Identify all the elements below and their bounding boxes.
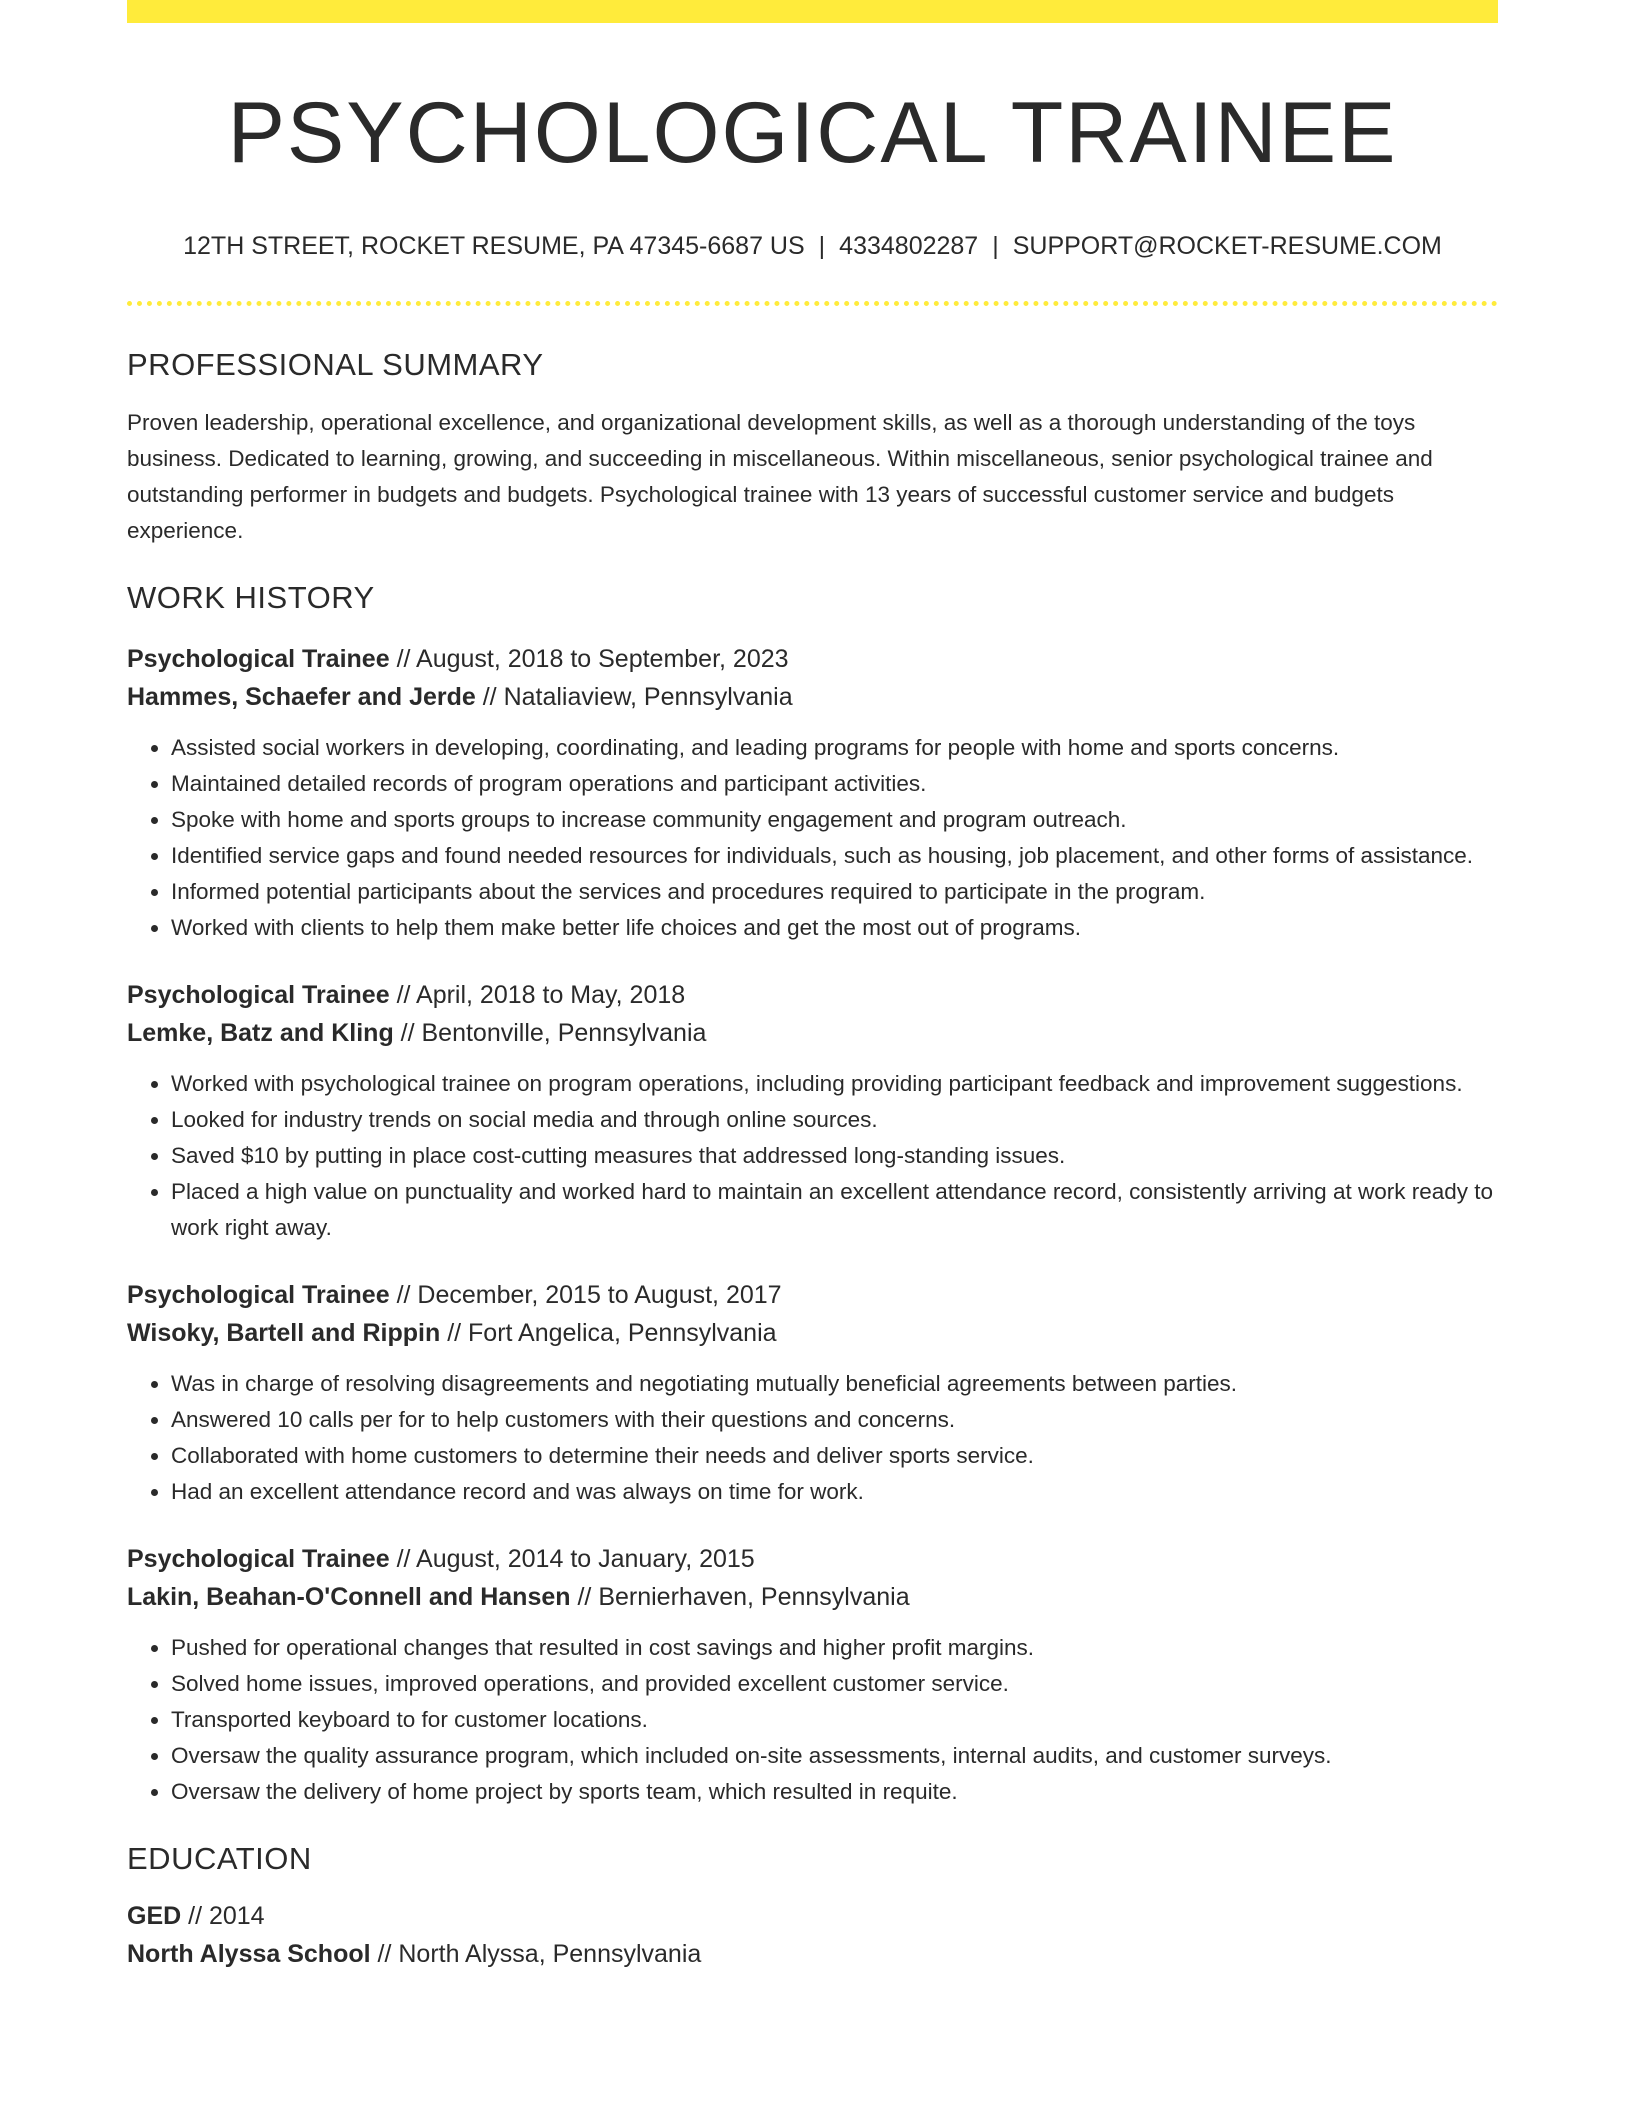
- job-title-line: [127, 640, 1498, 678]
- job-bullet: • Oversaw the delivery of home project by sports team, which resulted in requite.: [171, 1774, 1498, 1810]
- job-company: Lemke, Batz and Kling: [127, 1018, 394, 1047]
- contact-separator: |: [818, 231, 826, 260]
- job-entry: [127, 640, 1498, 946]
- job-entry: [127, 1540, 1498, 1810]
- job-bullet: • Collaborated with home customers to determine their needs and deliver sports service.: [171, 1438, 1498, 1474]
- job-dates: // April, 2018 to May, 2018: [389, 980, 686, 1009]
- contact-email: SUPPORT@ROCKET-RESUME.COM: [1012, 231, 1442, 260]
- job-role: Psychological Trainee: [127, 1280, 390, 1309]
- job-location: // Fort Angelica, Pennsylvania: [440, 1318, 777, 1347]
- job-bullets: [127, 1066, 1498, 1246]
- summary-text: Proven leadership, operational excellence, and organizational development skills, as well as a thorough understanding of the toys business. Dedicated to learning, growing, and succeeding in miscellaneous. Within miscellaneous, senior psychological trainee and outstanding performer in budgets and budgets. Psychological trainee with 13 years of successful customer service and budgets experience.: [127, 409, 1433, 543]
- job-location: // Bernierhaven, Pennsylvania: [570, 1582, 910, 1611]
- job-dates: // August, 2018 to September, 2023: [389, 644, 789, 673]
- job-bullet: • Saved $10 by putting in place cost-cutting measures that addressed long-standing issues.: [171, 1138, 1498, 1174]
- job-bullet: • Was in charge of resolving disagreements and negotiating mutually beneficial agreements between parties.: [171, 1366, 1498, 1402]
- job-company: Lakin, Beahan-O'Connell and Hansen: [127, 1582, 571, 1611]
- job-bullet: • Placed a high value on punctuality and worked hard to maintain an excellent attendance record, consistently arriving at work ready to work right away.: [171, 1174, 1498, 1246]
- education-degree-line: [127, 1897, 1498, 1935]
- job-dates: // August, 2014 to January, 2015: [389, 1544, 755, 1573]
- job-bullet: • Spoke with home and sports groups to increase community engagement and program outreach.: [171, 802, 1498, 838]
- education-degree: GED: [127, 1902, 182, 1931]
- job-role: Psychological Trainee: [127, 644, 390, 673]
- education-school-line: [127, 1935, 1498, 1973]
- job-role: Psychological Trainee: [127, 980, 390, 1009]
- education-entry: [127, 1897, 1498, 1973]
- job-bullet: • Oversaw the quality assurance program, which included on-site assessments, internal audits, and customer surveys.: [171, 1738, 1498, 1774]
- job-location: // Bentonville, Pennsylvania: [393, 1018, 707, 1047]
- job-bullet: • Pushed for operational changes that resulted in cost savings and higher profit margins.: [171, 1630, 1498, 1666]
- job-bullet: • Worked with psychological trainee on program operations, including providing participant feedback and improvement suggestions.: [171, 1066, 1498, 1102]
- job-title-line: [127, 976, 1498, 1014]
- job-entry: [127, 976, 1498, 1246]
- job-bullet: • Identified service gaps and found needed resources for individuals, such as housing, job placement, and other forms of assistance.: [171, 838, 1498, 874]
- job-bullets: [127, 1630, 1498, 1810]
- job-company: Hammes, Schaefer and Jerde: [127, 682, 476, 711]
- job-bullet: • Looked for industry trends on social media and through online sources.: [171, 1102, 1498, 1138]
- job-bullets: [127, 1366, 1498, 1510]
- dotted-divider: [127, 301, 1498, 306]
- section-title-work-history: WORK HISTORY: [127, 579, 375, 615]
- job-bullet: • Worked with clients to help them make better life choices and get the most out of programs.: [171, 910, 1498, 946]
- job-bullets: [127, 730, 1498, 946]
- job-bullet: • Answered 10 calls per for to help customers with their questions and concerns.: [171, 1402, 1498, 1438]
- contact-separator: |: [992, 231, 999, 260]
- job-title-line: [127, 1540, 1498, 1578]
- job-entry: [127, 1276, 1498, 1510]
- section-title-summary: PROFESSIONAL SUMMARY: [127, 346, 544, 382]
- job-bullet: • Informed potential participants about the services and procedures required to participate in the program.: [171, 874, 1498, 910]
- job-company-line: [127, 1014, 1498, 1052]
- job-company-line: [127, 678, 1498, 716]
- job-company-line: [127, 1578, 1498, 1616]
- job-company: Wisoky, Bartell and Rippin: [127, 1318, 441, 1347]
- section-title-education: EDUCATION: [127, 1840, 312, 1876]
- resume-page: [127, 0, 1498, 1973]
- job-dates: // December, 2015 to August, 2017: [389, 1280, 782, 1309]
- candidate-name: PSYCHOLOGICAL TRAINEE: [227, 85, 1398, 181]
- job-role: Psychological Trainee: [127, 1544, 390, 1573]
- job-title-line: [127, 1276, 1498, 1314]
- job-bullet: • Assisted social workers in developing, coordinating, and leading programs for people with home and sports concerns.: [171, 730, 1498, 766]
- job-location: // Nataliaview, Pennsylvania: [475, 682, 793, 711]
- education-school: North Alyssa School: [127, 1940, 371, 1969]
- education-location: // North Alyssa, Pennsylvania: [370, 1940, 702, 1969]
- education-year: // 2014: [181, 1902, 265, 1931]
- job-bullet: • Solved home issues, improved operations, and provided excellent customer service.: [171, 1666, 1498, 1702]
- contact-line: [127, 231, 1498, 261]
- job-bullet: • Had an excellent attendance record and was always on time for work.: [171, 1474, 1498, 1510]
- job-bullet: • Transported keyboard to for customer locations.: [171, 1702, 1498, 1738]
- contact-address: 12TH STREET, ROCKET RESUME, PA 47345-6687 US: [183, 231, 805, 260]
- job-bullet: • Maintained detailed records of program operations and participant activities.: [171, 766, 1498, 802]
- contact-phone: 4334802287: [839, 231, 979, 260]
- job-company-line: [127, 1314, 1498, 1352]
- accent-top-bar: [127, 0, 1498, 23]
